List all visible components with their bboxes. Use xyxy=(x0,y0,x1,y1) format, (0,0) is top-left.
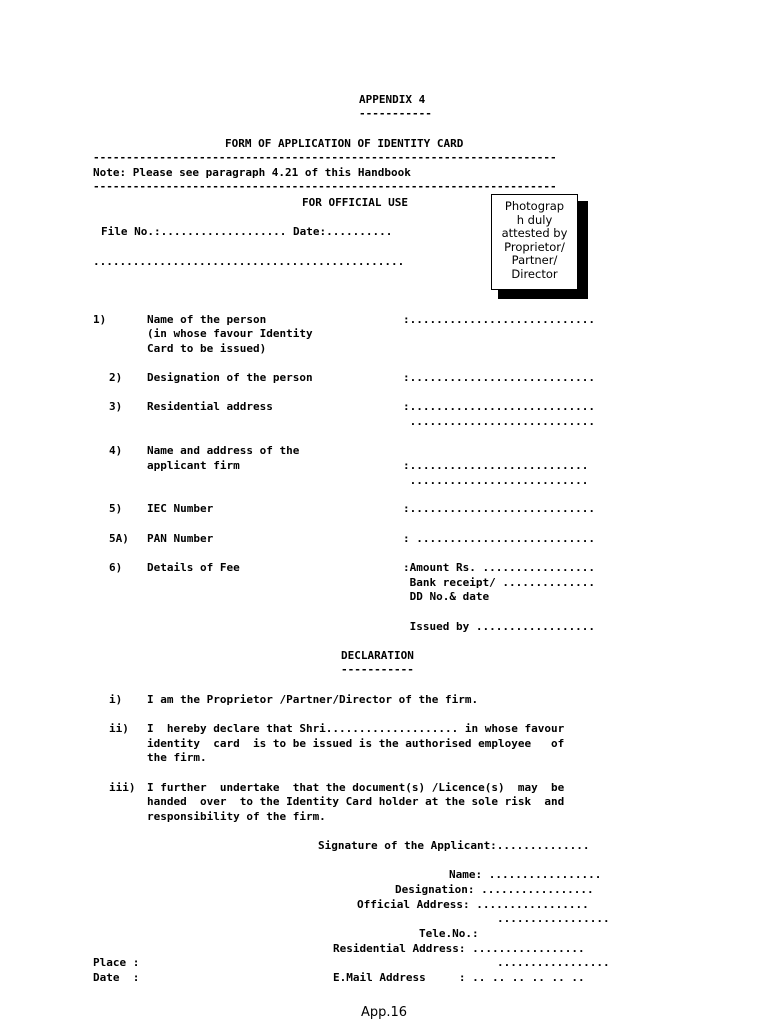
item-1-label-line-3: Card to be issued) xyxy=(147,342,267,355)
page-number: App.16 xyxy=(360,1005,408,1020)
declaration-heading: DECLARATION xyxy=(341,649,414,662)
item-4-label: Name and address of the xyxy=(147,444,300,457)
item-4-field-line-2[interactable]: ........................... xyxy=(403,474,589,487)
photo-text-line: Director xyxy=(511,266,558,281)
declaration-iii-number: iii) xyxy=(109,781,136,794)
item-1-label: Name of the person xyxy=(147,313,267,326)
declaration-i-number: i) xyxy=(109,693,123,706)
declaration-ii-number: ii) xyxy=(109,722,129,735)
item-3-label: Residential address xyxy=(147,400,273,413)
fee-issued-by-field[interactable]: Issued by .................. xyxy=(403,620,596,633)
declaration-underline: ----------- xyxy=(341,663,414,676)
email-address-field[interactable]: E.Mail Address : .. .. .. .. .. .. xyxy=(333,971,585,984)
item-6-label: Details of Fee xyxy=(147,561,240,574)
note-line: Note: Please see paragraph 4.21 of this Handbook xyxy=(93,166,411,179)
name-field[interactable]: Name: ................. xyxy=(449,868,602,881)
declaration-ii-text-line-2: identity card is to be issued is the authorised employee of xyxy=(147,737,565,750)
item-1-field[interactable]: :............................ xyxy=(403,313,596,326)
appendix-underline: ----------- xyxy=(359,107,432,120)
photo-text-line: Photograp xyxy=(504,199,565,213)
item-2-field[interactable]: :............................ xyxy=(403,371,596,384)
photo-text-line: h duly xyxy=(516,212,553,227)
official-address-field-line-2[interactable]: ................. xyxy=(497,912,610,925)
residential-address-field[interactable]: Residential Address: ................. xyxy=(333,942,585,955)
residential-address-field-line-2[interactable]: ................. xyxy=(497,956,610,969)
official-dots-line: ............................................... xyxy=(93,255,405,268)
declaration-iii-text-line-3: responsibility of the firm. xyxy=(147,810,326,823)
item-4-number: 4) xyxy=(109,444,123,457)
declaration-iii-text: I further undertake that the document(s) /Licence(s) may be xyxy=(147,781,565,794)
declaration-ii-text-line-3: the firm. xyxy=(147,751,207,764)
fee-dd-date-label: DD No.& date xyxy=(403,590,490,603)
date-label: Date : xyxy=(93,971,140,984)
photo-text-line: attested by xyxy=(501,226,568,240)
item-4-label-line-2: applicant firm xyxy=(147,459,240,472)
middle-rule: ---------------------------------------------------------------------- xyxy=(93,180,557,193)
top-rule: ---------------------------------------------------------------------- xyxy=(93,151,557,164)
declaration-iii-text-line-2: handed over to the Identity Card holder at the sole risk and xyxy=(147,795,565,808)
file-no-date-line: File No.:................... Date:.......... xyxy=(101,225,393,238)
official-address-field[interactable]: Official Address: ................. xyxy=(357,898,589,911)
photo-text-line: Partner/ xyxy=(511,253,558,267)
declaration-ii-text: I hereby declare that Shri.................... in whose favour xyxy=(147,722,565,735)
item-5-number: 5) xyxy=(109,502,123,515)
item-2-label: Designation of the person xyxy=(147,371,313,384)
item-6-number: 6) xyxy=(109,561,123,574)
photo-text-line: Proprietor/ xyxy=(504,239,565,254)
item-5a-field[interactable]: : ........................... xyxy=(403,532,596,545)
fee-amount-field[interactable]: :Amount Rs. ................. xyxy=(403,561,596,574)
item-3-field-line-2[interactable]: ............................ xyxy=(403,415,596,428)
item-4-field[interactable]: :........................... xyxy=(403,459,589,472)
fee-bank-receipt-field[interactable]: Bank receipt/ .............. xyxy=(403,576,596,589)
form-title: FORM OF APPLICATION OF IDENTITY CARD xyxy=(225,137,464,150)
appendix-title: APPENDIX 4 xyxy=(359,93,426,106)
item-5-field[interactable]: :............................ xyxy=(403,502,596,515)
photograph-box xyxy=(491,194,578,290)
item-1-number: 1) xyxy=(93,313,107,326)
official-use-heading: FOR OFFICIAL USE xyxy=(302,196,408,209)
place-label: Place : xyxy=(93,956,140,969)
item-5-label: IEC Number xyxy=(147,502,214,515)
item-5a-label: PAN Number xyxy=(147,532,214,545)
item-3-field[interactable]: :............................ xyxy=(403,400,596,413)
item-5a-number: 5A) xyxy=(109,532,129,545)
applicant-signature-field[interactable]: Signature of the Applicant:.............. xyxy=(318,839,590,852)
item-2-number: 2) xyxy=(109,371,123,384)
item-1-label-line-2: (in whose favour Identity xyxy=(147,327,313,340)
item-3-number: 3) xyxy=(109,400,123,413)
declaration-i-text: I am the Proprietor /Partner/Director of the firm. xyxy=(147,693,479,706)
tele-no-label: Tele.No.: xyxy=(419,927,479,940)
designation-field[interactable]: Designation: ................. xyxy=(395,883,594,896)
